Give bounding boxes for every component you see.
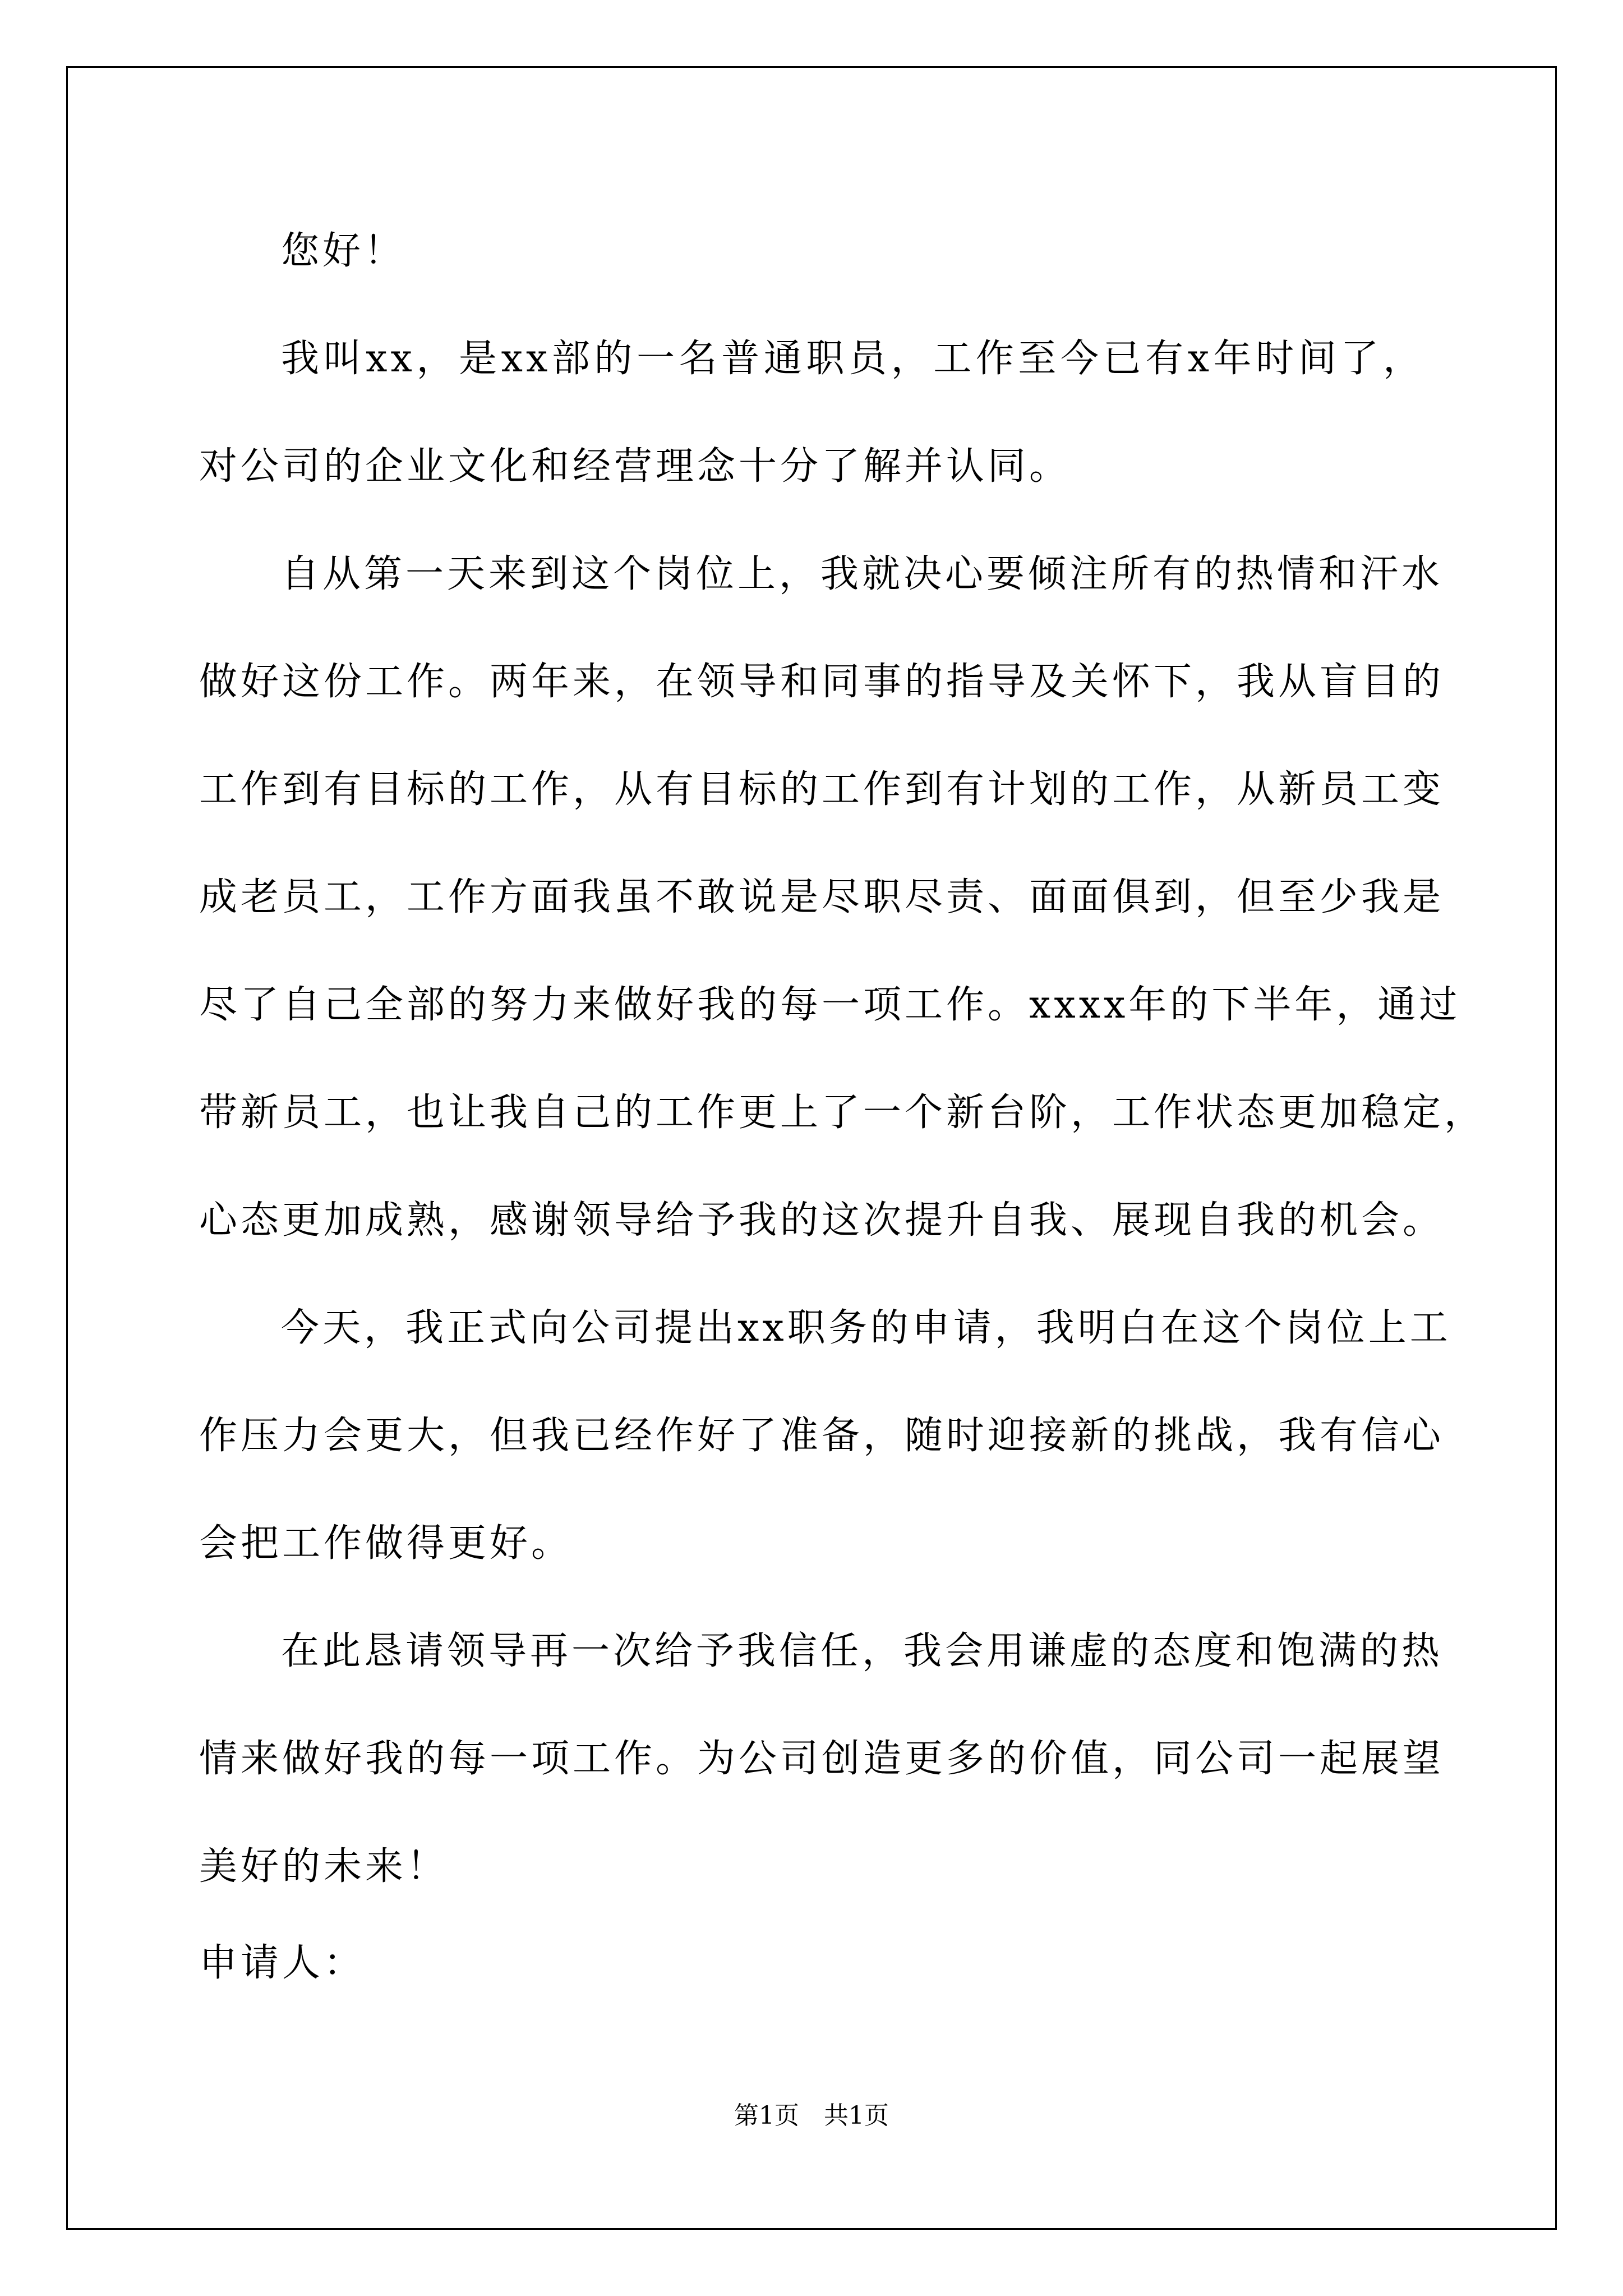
paragraph-2-line-2: 做好这份工作。两年来，在领导和同事的指导及关怀下，我从盲目的 [199, 660, 1445, 704]
paragraph-2-line-3: 工作到有目标的工作，从有目标的工作到有计划的工作，从新员工变 [199, 767, 1445, 812]
paragraph-4-line-3: 美好的未来！ [199, 1844, 449, 1889]
paragraph-2-line-5: 尽了自己全部的努力来做好我的每一项工作。xxxx年的下半年，通过 [199, 983, 1461, 1027]
paragraph-2-line-6: 带新员工，也让我自己的工作更上了一个新台阶，工作状态更加稳定， [199, 1091, 1486, 1135]
paragraph-2-line-1: 自从第一天来到这个岗位上，我就决心要倾注所有的热情和汗水 [281, 552, 1444, 596]
paragraph-3-line-3: 会把工作做得更好。 [199, 1521, 573, 1566]
page-border [66, 66, 1557, 2230]
paragraph-2-line-7: 心态更加成熟，感谢领导给予我的这次提升自我、展现自我的机会。 [199, 1198, 1445, 1243]
page-number: 第1页 共1页 [734, 2101, 889, 2130]
paragraph-4-line-2: 情来做好我的每一项工作。为公司创造更多的价值，同公司一起展望 [199, 1737, 1445, 1781]
paragraph-4-line-1: 在此恳请领导再一次给予我信任，我会用谦虚的态度和饱满的热 [281, 1629, 1444, 1673]
signature-label: 申请人： [199, 1941, 366, 1985]
paragraph-3-line-1: 今天，我正式向公司提出xx职务的申请，我明白在这个岗位上工 [281, 1306, 1451, 1350]
paragraph-2-line-4: 成老员工，工作方面我虽不敢说是尽职尽责、面面俱到，但至少我是 [199, 875, 1445, 919]
greeting: 您好！ [281, 229, 406, 273]
paragraph-3-line-2: 作压力会更大，但我已经作好了准备，随时迎接新的挑战，我有信心 [199, 1414, 1445, 1458]
paragraph-1-line-2: 对公司的企业文化和经营理念十分了解并认同。 [199, 444, 1071, 489]
paragraph-1-line-1: 我叫xx，是xx部的一名普通职员，工作至今已有x年时间了， [281, 337, 1424, 381]
